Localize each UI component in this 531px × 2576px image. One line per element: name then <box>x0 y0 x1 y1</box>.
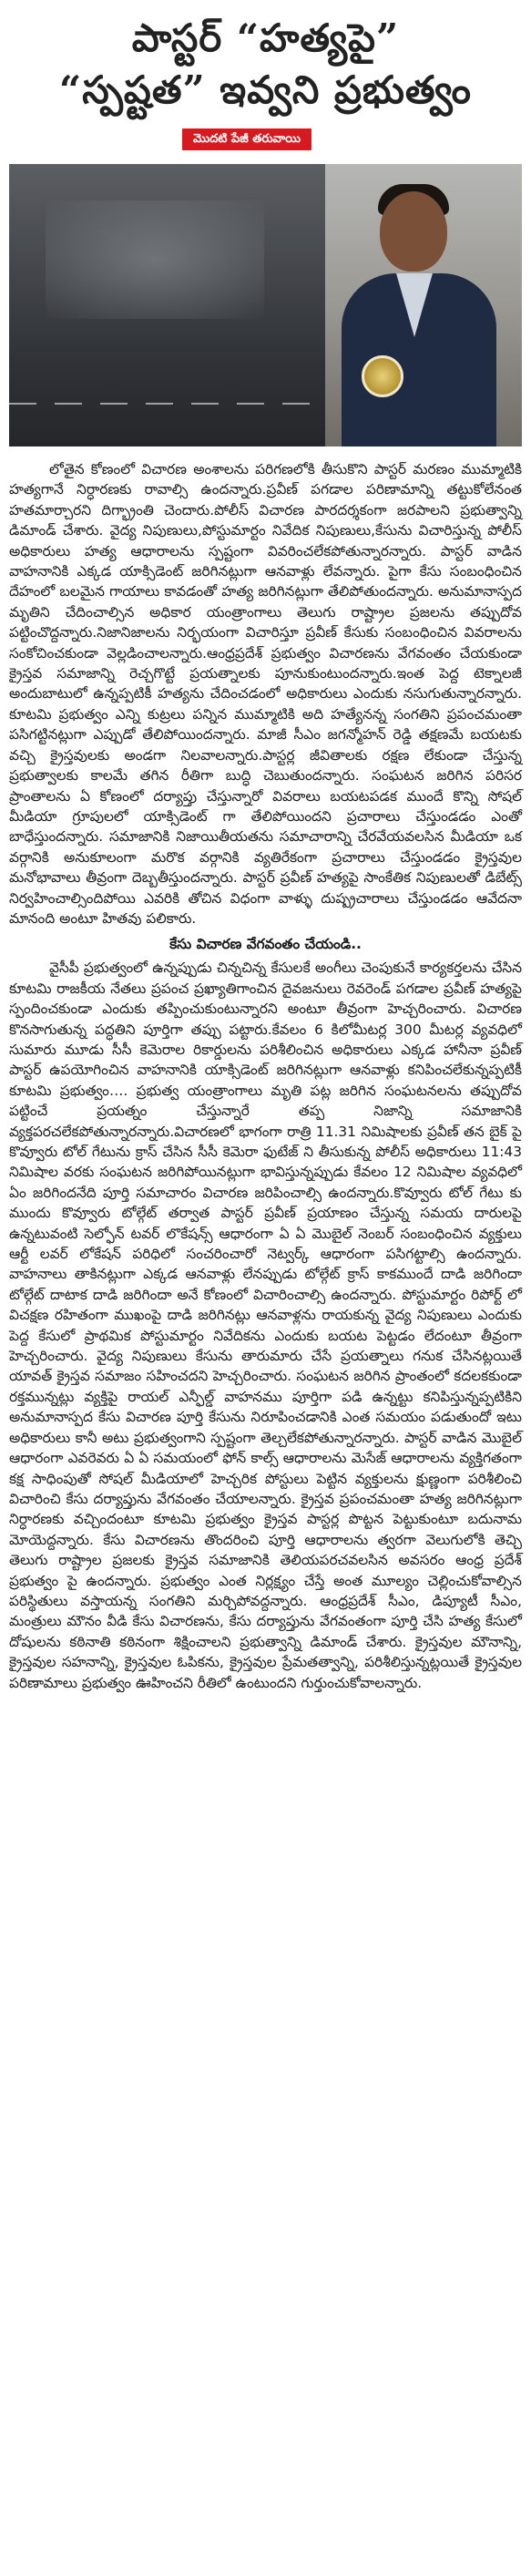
article-subheading: కేసు విచారణ వేగవంతం చేయండి.. <box>169 936 362 953</box>
continued-from-front-page-tag: మొదటి పేజీ తరువాయి <box>182 128 311 150</box>
kicker-row <box>9 128 522 151</box>
portrait-badge <box>362 355 403 397</box>
portrait-face <box>380 191 447 272</box>
photo-pastor-portrait <box>325 164 522 446</box>
article-paragraph-1: లోతైన కోణంలో విచారణ అంశాలను పరిగణలోకి తీసుకొని పాస్టర్ మరణం ముమ్మాటికి హత్యగానే నిర్ధారణకు రావాల్సి ఉందన్నారు.ప్రవీణ్ పగడాల పరిణామాన్ని తట్టుకోలేనంత హతమార్చారని దిగ్భ్రాంతి చెందారు.పోలీస్ విచారణ పారదర్శకంగా జరపాలని ప్రభుత్వాన్ని డిమాండ్ చేశారు. వైద్య నిపుణులు,పోస్టుమార్టం నివేదిక నిపుణులు,కేసును విచారిస్తున్న పోలీస్ అధికారులు హత్య ఆధారాలను స్పష్టంగా వివరించలేకపోతున్నారన్నారు. పాస్టర్ వాడిన వాహనానికి ఎక్కడ యాక్సిడెంట్ జరిగినట్లుగా ఆనవాళ్లు లేవన్నారు. పైగా కేసు సంబంధించిన దేహంలో బలమైన గాయాలు కావడంతో హత్య జరిగినట్లుగా తేలిపోతుందన్నారు. అనుమానాస్పద మృతిని చేదించాల్సిన అధికార యంత్రాంగాలు తెలుగు రాష్ట్రాల ప్రజలను తప్పుదోవ పట్టించొద్దన్నారు.నిజానిజాలను నిర్భయంగా విచారిస్తూ ప్రవీణ్ కేసుకు సంబంధించిన వివరాలను సంకోచించకుండా వెల్లడించాలన్నారు.ఆంధ్రప్రదేశ్ ప్రభుత్వం విచారణను వేగవంతం చేయకుండా క్రైస్తవ సమాజాన్ని రెచ్చగొట్టే ప్రయత్నాలకు పూనుకుంటుందన్నారు.ఇంత పెద్ద టెక్నాలజీ అందుబాటులో ఉన్నప్పటికీ హత్యను చేదించడంలో అధికారులు ఎందుకు నసుగుతున్నారన్నారు. కూటమి ప్రభుత్వం ఎన్ని కుట్రలు పన్నిన ముమ్మాటికి అది హత్యేనన్న సంగతిని ప్రపంచమంతా పసిగట్టినట్లుగా ఎప్పుడో తేలిపోయిందన్నారు. మాజీ సీఎం జగన్మోహన్ రెడ్డి తక్షణమే బయటకు వచ్చి క్రైస్తవులకు అండగా నిలవాలన్నారు.పాస్టర్ల జీవితాలకు రక్షణ లేకుండా చేస్తున్న ప్రభుత్వాలకు కాలమే తగిన రీతిగా బుద్ధి చెబుతుందన్నారు. సంఘటన జరిగిన పరిసర ప్రాంతాలను ఏ కోణంలో దర్యాప్తు చేస్తున్నారో వివరాలు బయటపడక ముందే కొన్ని సోషల్ మీడియా గ్రూపులలో యాక్సిడెంట్ గా తేలిపోయిందని ప్రచారాలు చేస్తుండడం ఎంతో బాధేస్తుందన్నారు. సమాజానికి నిజాయితీయతను సమాచారాన్ని చేరవేయవలసిన మీడియా ఒక వర్గానికి అనుకూలంగా మరొక వర్గానికి వ్యతిరేకంగా ప్రచారాలు చేస్తుండడం క్రైస్తవుల మనోభావాలు తీవ్రంగా దెబ్బతీస్తుందన్నారు. పాస్టర్ ప్రవీణ్ హత్యపై సాంకేతిక నిపుణులతో డిబేట్స్ నిర్వహించాల్సిందిపోయి ఎవరికి తోచిన విధంగా వాళ్ళు దుష్ప్రచారాలు చేస్తుండడం ఆవేదనా మానంది అంటూ హితవు పలికారు. <box>9 461 522 927</box>
headline-line-1: పాస్టర్ “హత్యపై” <box>131 15 400 60</box>
photo-road-marking <box>9 403 325 405</box>
photo-night-road-scene <box>9 164 325 446</box>
headline-line-2: “స్పష్టత” ఇవ్వని ప్రభుత్వం <box>59 67 472 112</box>
article-paragraph-2: వైసీపీ ప్రభుత్వంలో ఉన్నప్పుడు చిన్నచిన్న కేసులకే అంగీలు చెంపుకునే కార్యకర్తలను చేసిన కూటమి రాజకీయ నేతలు ప్రపంచ ప్రఖ్యాతిగాంచిన దైవజనులు రెవరెండ్ పగడాల ప్రవీణ్ హత్యపై స్పందించకుండా ఎందుకు తప్పించుకుంటున్నారని అంటూ తీవ్రంగా హెచ్చరించారు. విచారణ కొనసాగుతున్న పద్ధతిని పూర్తిగా తప్పు పట్టారు.కేవలం 6 కిలోమీటర్ల 300 మీటర్ల వ్యవధిలో సుమారు మూడు సీసీ కెమెరాల రికార్డులను పరిశీలించిన అధికారులు ఎక్కడ హానీనా ప్రవీణ్ పాస్టర్ ఉపయోగించిన వాహనానికి యాక్సిడెంట్ జరిగినట్లుగా ఆనవాళ్లు కనిపించలేకున్నప్పటికీ కూటమి ప్రభుత్వం…. ప్రభుత్వ యంత్రాంగాలు మృతి పట్ల జరిగిన సంఘటనలను తప్పుదోవ పట్టించే ప్రయత్నం చేస్తున్నారే తప్ప నిజాన్ని సమాజానికి వ్యక్తపరచలేకపోతున్నారన్నారు.విచారణలో భాగంగా రాత్రి 11.31 నిమిషాలకు ప్రవీణ్ తన బైక్ పై కొవ్వూరు టోల్ గేటును క్రాస్ చేసిన సీసీ కెమెరా ఫుటేజ్ ని తీసుకున్న పోలీస్ అధికారులు 11:43 నిమిషాల వరకు సంఘటన జరిగిపోయినట్లుగా భావిస్తున్నప్పుడు కేవలం 12 నిమిషాల వ్యవధిలో ఏం జరిగిందనేది పూర్తి సమాచారం విచారణ జరిపించాల్సి ఉందన్నారు.కొవ్వూరు టోల్ గేటు కు ముందు కొవ్వూరు టోల్గేట్ తర్వాత పాస్టర్ ప్రవీణ్ ప్రయాణం చేస్తున్న సమయ దారులపై ఉన్నటువంటి సెల్ఫోన్ టవర్ లొకేషన్స్ ఆధారంగా ఏ ఏ మొబైల్ నెంబర్ సంబంధించిన వ్యక్తులు ఆర్టీ లవర్ లోకేషన్ పరిధిలో సంచరించారో నెట్వర్క్ ఆధారంగా పసిగట్టాల్సి ఉందన్నారు. వాహనాలు తాకినట్లుగా ఎక్కడ ఆనవాళ్లు లేనప్పుడు టోల్గేట్ క్రాస్ కాకముందే దాడి జరిగిందా టోల్గేట్ దాటాక దాడి జరిగిందా అనే కోణంలో విచారించాల్సి ఉందన్నారు. పోస్టుమార్టం రిపోర్ట్ లో విచక్షణ రహితంగా ముఖంపై దాడి జరిగినట్లు ఆనవాళ్లను రాయకున్న వైద్య నిపుణులు ఎందుకు పెద్ద కేసులో ప్రాథమిక పోస్టుమార్టం నివేదికను ఎందుకు బయట పెట్టడం లేదంటూ తీవ్రంగా హెచ్చరించారు. వైద్య నిపుణులు కేసును తారుమారు చేసే ప్రయత్నాలు గనుక చేసినట్లయితే యావత్ క్రైస్తవ సమాజం సహించదని హెచ్చరించారు. సంఘటన జరిగిన ప్రాంతంలో కదలకకుండా రక్తమున్నట్లు వ్యక్తిపై రాయల్ ఎన్ఫీల్డ్ వాహనము పూర్తిగా పడి ఉన్నట్టు కనిపిస్తున్నప్పటికిని అనుమానాస్పద కేసు విచారణ పూర్తి కేసును నిరూపించడానికి ఎంత సమయం పడుతుందో ఇటు అధికారులు కానీ అటు ప్రభుత్వంగాని స్పష్టంగా తెల్చలేకపోతున్నారన్నారు. పాస్టర్ వాడిన మొబైల్ ఆధారంగా ఎవరెవరు ఏ ఏ సమయంలో ఫోన్ కాల్స్ ఆధారాలను మెసేజ్ ఆధారాలను వ్యక్తిగతంగా కక్ష సాధింపుతో సోషల్ మీడియాలో హెచ్చరిక పోస్టులు పెట్టిన వ్యక్తులను క్షుణ్ణంగా పరిశీలించి విచారించి కేసు దర్యాప్తును వేగవంతం చేయాలన్నారు. క్రైస్తవ ప్రపంచమంతా హత్య జరిగినట్లుగా నిర్ధారణకు వచ్చిందంటూ కూటమి ప్రభుత్వం క్రైస్తవ పాస్టర్ల పొట్టన పెట్టుకుంటూ బదునామ మోయెద్దన్నారు. కేసు విచారణను తొందరించి పూర్తి ఆధారాలను త్వరగా వెలుగులోకి తెచ్చి తెలుగు రాష్ట్రాల ప్రజలకు క్రైస్తవ సమాజానికి తెలియపరచవలసిన అవసరం ఆంధ్ర ప్రదేశ్ ప్రభుత్వం పై ఉందన్నారు. ప్రభుత్వం ఎంత నిర్లక్ష్యం చేస్తే అంత మూల్యం చెల్లించుకోవాల్సిన పరిస్థితులు వస్తాయన్న సంగతిని మర్చిపోవద్దన్నారు. ఆంధ్రప్రదేశ్ సీఎం, డిప్యూటీ సీఎం, మంత్రులు మౌనం వీడి కేసు విచారణను, కేసు దర్యాప్తును వేగవంతంగా పూర్తి చేసి హత్య కేసులో దోషులను కఠినాతి కఠినంగా శిక్షించాలని ప్రభుత్వాన్ని డిమాండ్ చేశారు. క్రైస్తవుల మౌనాన్ని, క్రైస్తవుల సహనాన్ని, క్రైస్తవుల ఓపికను, క్రైస్తవుల ప్రేమతత్వాన్ని, పరిశీలిస్తున్నట్లయితే క్రైస్తవుల పరిణామాలు ప్రభుత్వం ఊహించని రీతిలో ఉంటుందని గుర్తుంచుకోవాలన్నారు. <box>9 960 522 1691</box>
article-photo <box>9 164 522 446</box>
article-body <box>9 459 522 1693</box>
photo-haze <box>46 200 264 319</box>
